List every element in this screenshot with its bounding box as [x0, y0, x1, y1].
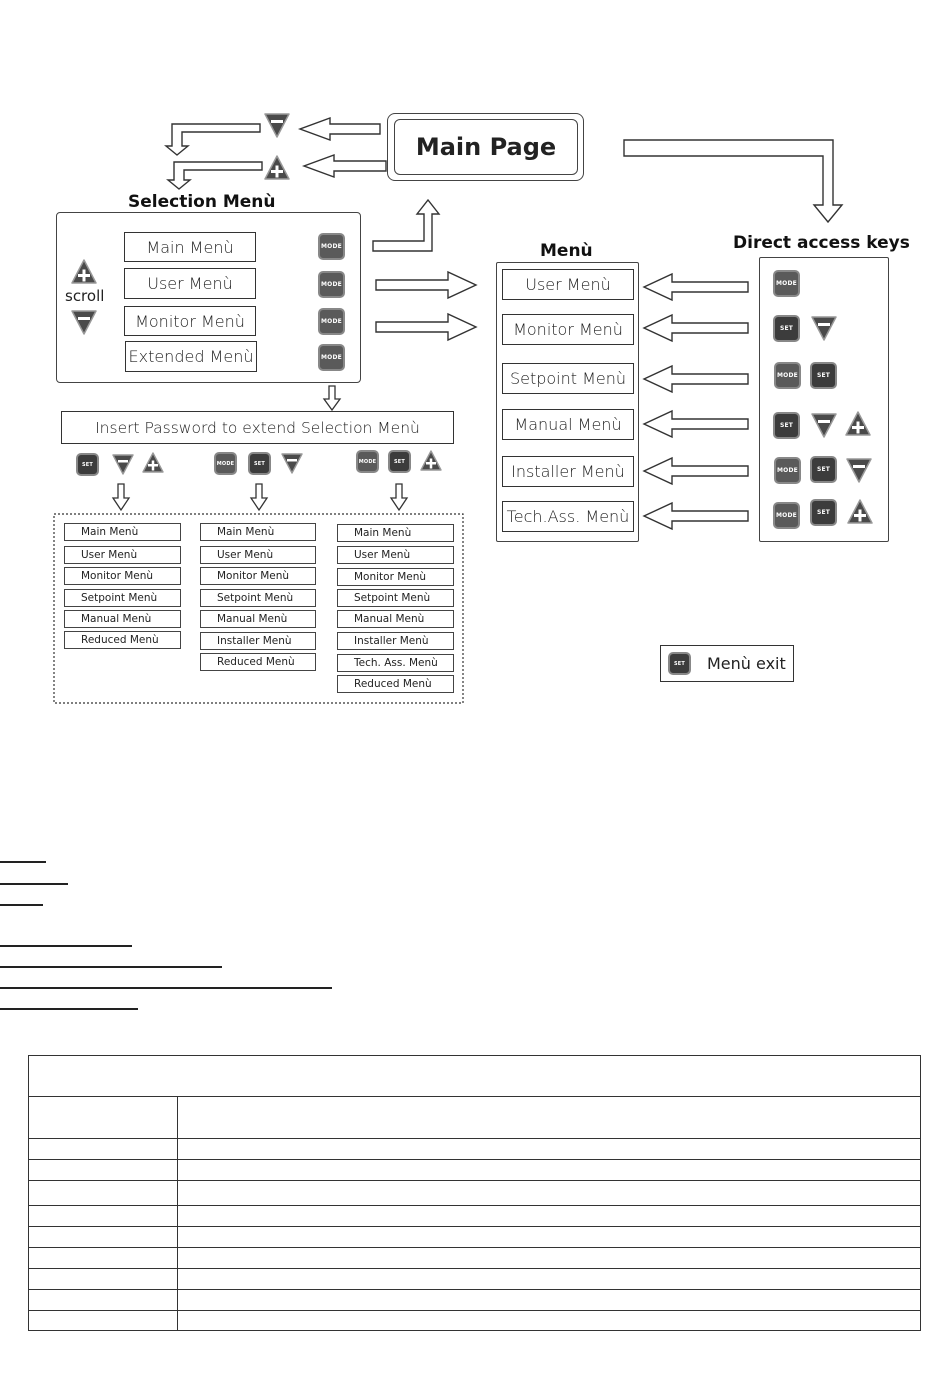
direct-manual-plus-icon[interactable] — [843, 410, 873, 438]
combo2-set-key[interactable]: SET — [248, 452, 271, 475]
list-item[interactable]: Reduced Menù — [200, 653, 316, 671]
table-row — [29, 1290, 921, 1311]
menu-column-title: Menù — [540, 241, 593, 261]
combo1-set-key[interactable]: SET — [76, 453, 99, 476]
scroll-minus-icon[interactable] — [69, 308, 99, 336]
table-row — [29, 1097, 921, 1139]
mode-key-extended[interactable]: MODE — [318, 344, 345, 371]
list-item[interactable]: Installer Menù — [337, 632, 454, 650]
rule-line — [0, 883, 68, 885]
list-item[interactable]: Setpoint Menù — [337, 589, 454, 607]
menu-item-manual[interactable]: Manual Menù — [502, 409, 634, 440]
combo1-plus-icon[interactable] — [140, 451, 166, 475]
selection-item-user[interactable]: User Menù — [124, 268, 256, 299]
direct-installer-minus-icon[interactable] — [844, 456, 874, 484]
mode-key-monitor[interactable]: MODE — [318, 308, 345, 335]
list-item[interactable]: Monitor Menù — [200, 567, 316, 585]
table-row — [29, 1311, 921, 1331]
menu-column-panel — [496, 262, 639, 542]
menu-item-user[interactable]: User Menù — [502, 269, 634, 300]
combo3-plus-icon[interactable] — [418, 449, 444, 473]
menu-item-installer[interactable]: Installer Menù — [502, 456, 634, 487]
direct-techass-plus-icon[interactable] — [845, 498, 875, 526]
table-row — [29, 1056, 921, 1097]
arrow-main-to-direct — [624, 140, 842, 222]
combo2-minus-icon[interactable] — [279, 451, 305, 475]
direct-monitor-minus-icon[interactable] — [809, 314, 839, 342]
empty-table — [28, 1055, 921, 1331]
list-item[interactable]: Main Menù — [200, 523, 316, 541]
arrow-plus-down — [168, 162, 262, 189]
menu-exit-box[interactable] — [660, 645, 794, 682]
direct-manual-minus-icon[interactable] — [809, 411, 839, 439]
main-page-label: Main Page — [415, 133, 557, 161]
arrow-selection-to-main — [373, 200, 439, 251]
rule-line — [0, 861, 46, 863]
direct-user-mode-key[interactable]: MODE — [773, 270, 800, 297]
scroll-label: scroll — [65, 287, 105, 305]
menu-item-monitor[interactable]: Monitor Menù — [502, 314, 634, 345]
list-item[interactable]: Main Menù — [337, 524, 454, 542]
combo1-minus-icon[interactable] — [110, 452, 136, 476]
combo3-set-key[interactable]: SET — [388, 450, 411, 473]
direct-manual-set-key[interactable]: SET — [773, 412, 800, 439]
selection-item-monitor[interactable]: Monitor Menù — [124, 306, 256, 336]
direct-techass-set-key[interactable]: SET — [810, 499, 837, 526]
list-item[interactable]: User Menù — [200, 546, 316, 564]
arrow-main-to-minus — [300, 118, 380, 140]
table-row — [29, 1227, 921, 1248]
list-item[interactable]: Monitor Menù — [64, 567, 181, 585]
mode-key-main[interactable]: MODE — [318, 233, 345, 260]
list-item[interactable]: User Menù — [64, 546, 181, 564]
list-item[interactable]: Setpoint Menù — [200, 589, 316, 607]
arrow-selection-to-monitor — [376, 314, 476, 340]
list-item[interactable]: Manual Menù — [200, 610, 316, 628]
menu-item-setpoint[interactable]: Setpoint Menù — [502, 363, 634, 394]
direct-setpoint-set-key[interactable]: SET — [810, 362, 837, 389]
plus-key-icon[interactable] — [262, 154, 292, 182]
arrow-minus-down — [166, 124, 260, 155]
list-item[interactable]: Installer Menù — [200, 632, 316, 650]
table-row — [29, 1248, 921, 1269]
list-item[interactable]: Monitor Menù — [337, 568, 454, 586]
direct-techass-mode-key[interactable]: MODE — [773, 502, 800, 529]
list-item[interactable]: User Menù — [337, 546, 454, 564]
main-page-box[interactable] — [394, 119, 578, 175]
list-item[interactable]: Tech. Ass. Menù — [337, 654, 454, 672]
combo3-mode-key[interactable]: MODE — [356, 450, 379, 473]
minus-key-icon[interactable] — [262, 111, 292, 139]
list-item[interactable]: Reduced Menù — [64, 631, 181, 649]
arrow-main-to-plus — [304, 155, 386, 177]
arrow-selection-to-user — [376, 272, 476, 298]
direct-installer-mode-key[interactable]: MODE — [774, 457, 801, 484]
direct-access-title: Direct access keys — [733, 233, 910, 253]
rule-line — [0, 966, 222, 968]
selection-item-extended[interactable]: Extended Menù — [125, 341, 257, 372]
direct-setpoint-mode-key[interactable]: MODE — [774, 362, 801, 389]
password-box[interactable]: Insert Password to extend Selection Menù — [61, 411, 454, 444]
combo2-mode-key[interactable]: MODE — [214, 452, 237, 475]
rule-line — [0, 1008, 138, 1010]
table-row — [29, 1160, 921, 1181]
list-item[interactable]: Manual Menù — [64, 610, 181, 628]
table-row — [29, 1139, 921, 1160]
arrow-to-password — [324, 386, 340, 410]
selection-item-main[interactable]: Main Menù — [124, 232, 256, 262]
scroll-plus-icon[interactable] — [69, 258, 99, 286]
list-item[interactable]: Main Menù — [64, 523, 181, 541]
rule-line — [0, 904, 43, 906]
table-row — [29, 1181, 921, 1206]
list-item[interactable]: Setpoint Menù — [64, 589, 181, 607]
direct-installer-set-key[interactable]: SET — [810, 456, 837, 483]
direct-monitor-set-key[interactable]: SET — [773, 315, 800, 342]
list-item[interactable]: Manual Menù — [337, 610, 454, 628]
menu-exit-label: Menù exit — [707, 654, 786, 673]
table-row — [29, 1206, 921, 1227]
list-item[interactable]: Reduced Menù — [337, 675, 454, 693]
rule-line — [0, 945, 132, 947]
rule-line — [0, 987, 332, 989]
menu-exit-set-key[interactable]: SET — [668, 652, 691, 675]
selection-menu-title: Selection Menù — [128, 192, 276, 212]
mode-key-user[interactable]: MODE — [318, 271, 345, 298]
menu-item-techass[interactable]: Tech.Ass. Menù — [502, 501, 634, 532]
table-row — [29, 1269, 921, 1290]
